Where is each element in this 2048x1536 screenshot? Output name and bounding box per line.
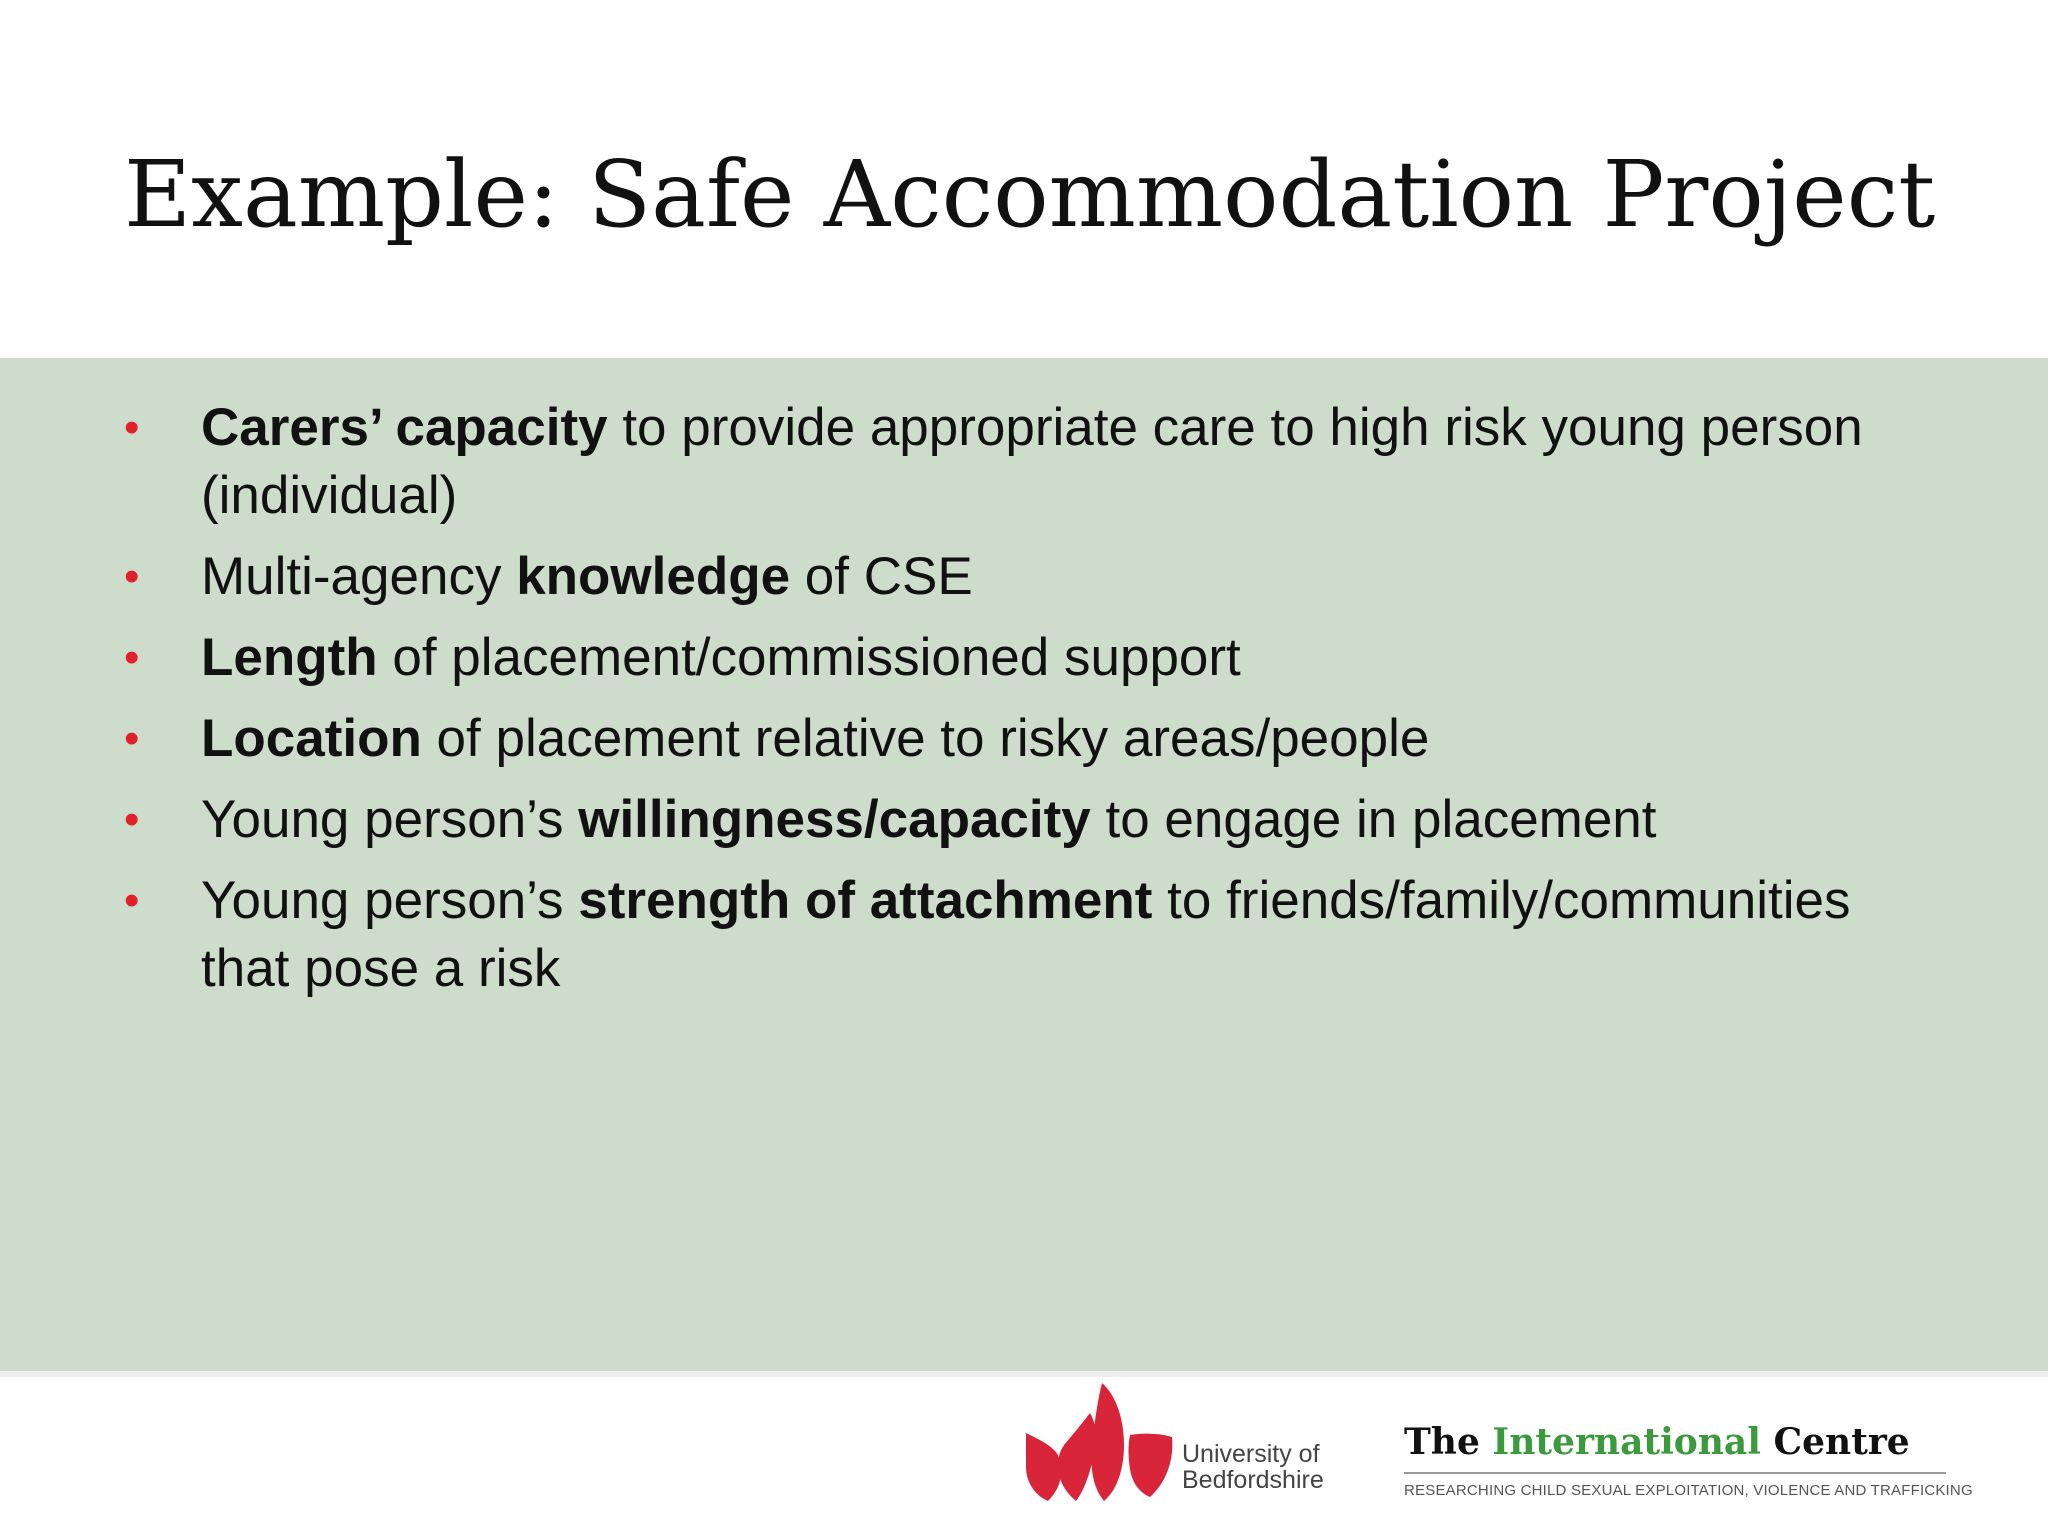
bullet-text-segment: of placement relative to risky areas/people [421, 709, 1430, 768]
centre-name-word2: International [1492, 1421, 1761, 1463]
international-centre-logo [1404, 1420, 1973, 1510]
university-tulip-icon [1024, 1383, 1174, 1503]
bullet-text [201, 398, 1863, 525]
bullet-item [124, 624, 1884, 692]
international-centre-name [1404, 1420, 1910, 1464]
bullet-marker: • [124, 633, 140, 682]
bullet-text-segment: Young person’s [201, 790, 579, 849]
bullet-marker: • [124, 714, 140, 763]
bullet-emphasis: strength of attachment [578, 871, 1153, 930]
bullet-text [201, 790, 1657, 849]
university-name-line2: Bedfordshire [1182, 1466, 1324, 1494]
bullet-emphasis: Location [201, 709, 422, 768]
slide-title: Example: Safe Accommodation Project [124, 141, 1936, 248]
bullet-text-segment: Multi-agency [201, 547, 517, 606]
bullet-text [201, 628, 1241, 687]
bullet-text-segment: to friends/family/communities that pose a risk [201, 871, 1851, 998]
bullet-item [124, 543, 1884, 611]
bullet-text-segment: Young person’s [201, 871, 579, 930]
bullet-emphasis: Length [201, 628, 378, 687]
bullet-text-segment: of CSE [790, 547, 973, 606]
bullet-text-segment: to engage in placement [1090, 790, 1657, 849]
bullet-list [124, 394, 1884, 1016]
centre-tagline: RESEARCHING CHILD SEXUAL EXPLOITATION, VIOLENCE AND TRAFFICKING [1404, 1482, 1973, 1499]
bullet-item [124, 705, 1884, 773]
bullet-item [124, 394, 1884, 530]
university-name [1182, 1441, 1324, 1493]
bullet-emphasis: Carers’ capacity [201, 398, 608, 457]
bullet-text [201, 547, 973, 606]
bullet-marker: • [124, 795, 140, 844]
bullet-text [201, 871, 1850, 998]
bullet-item [124, 867, 1884, 1003]
university-name-line1: University of [1182, 1440, 1320, 1468]
centre-name-word3: Centre [1773, 1421, 1910, 1463]
bullet-marker: • [124, 876, 140, 925]
university-of-bedfordshire-logo [1024, 1383, 1326, 1503]
bullet-item [124, 786, 1884, 854]
bullet-text-segment: of placement/commissioned support [377, 628, 1241, 687]
bullet-marker: • [124, 403, 140, 452]
bullet-marker: • [124, 552, 140, 601]
centre-logo-divider [1404, 1472, 1946, 1474]
centre-name-word1: The [1404, 1421, 1480, 1463]
bullet-emphasis: knowledge [516, 547, 791, 606]
bullet-text [201, 709, 1429, 768]
bullet-emphasis: willingness/capacity [578, 790, 1091, 849]
bullet-text-segment: to provide appropriate care to high risk young person (individual) [201, 398, 1863, 525]
